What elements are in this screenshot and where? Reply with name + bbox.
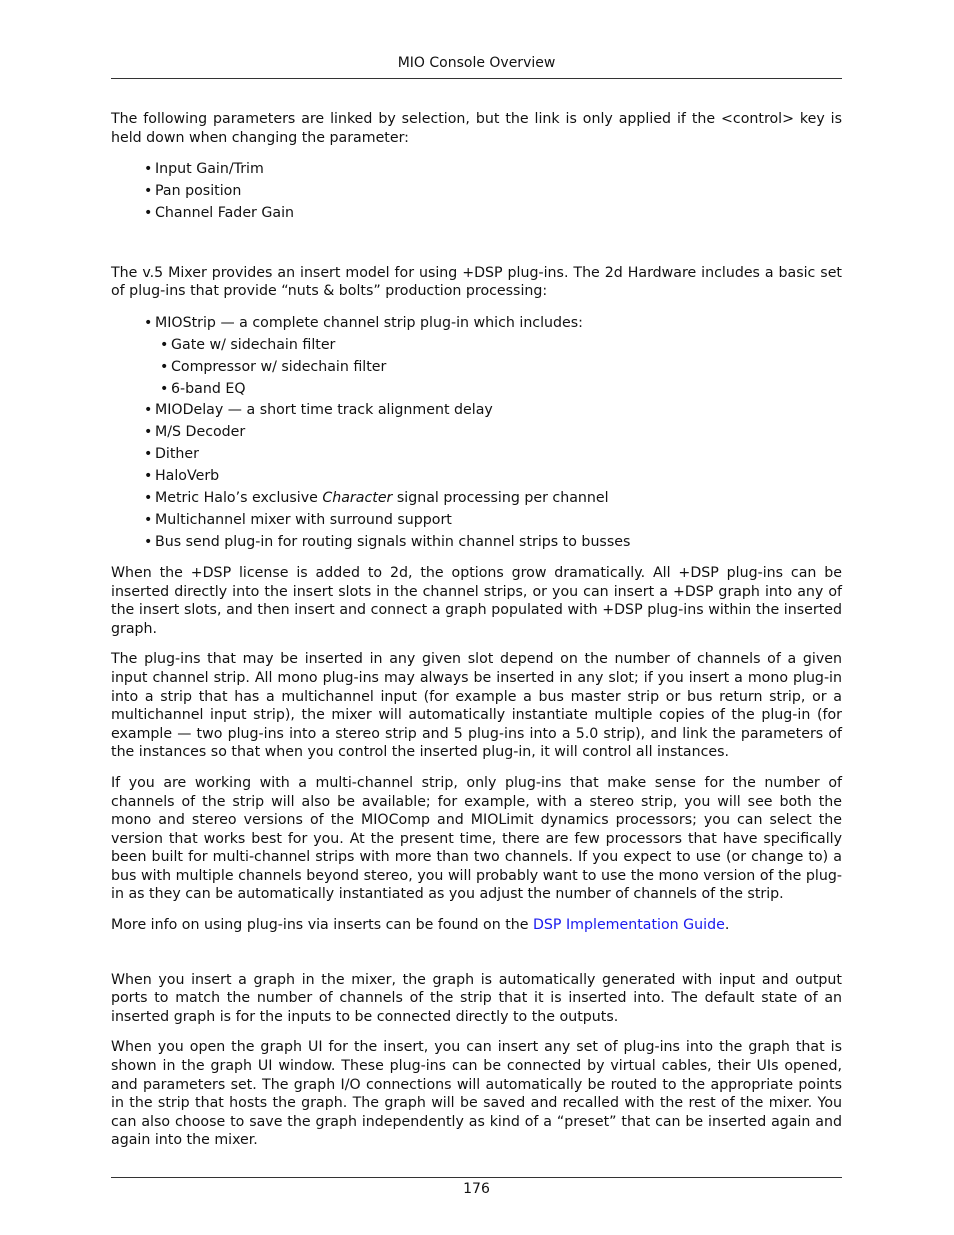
list-item: • 6-band EQ <box>171 380 842 399</box>
multichannel-paragraph: If you are working with a multi-channel strip, only plug-ins that make sense for the number of channels of the strip will also be available; for example, with a stereo strip, you will see both the mono and stereo versions of the MIOComp and MIOLimit dynamics processors; you can select the version that works best for you. At the present time, there are few processors that have specifically been built for multi-channel strips with more than two channels. If you expect to use (or change to) a bus with multiple channels beyond stereo, you will probably want to use the mono version of the plug-in as they can be automatically instantiated as you adjust the number of channels of the strip. <box>111 774 842 903</box>
list-item: • Pan position <box>155 182 842 201</box>
list-item <box>155 489 842 508</box>
list-item: • Channel Fader Gain <box>155 204 842 223</box>
list-item: • Dither <box>155 445 842 464</box>
linked-intro: The following parameters are linked by selection, but the link is only applied if the <control> key is held down when changing the parameter: <box>111 111 842 146</box>
page-number: 176 <box>463 1181 490 1197</box>
miostrip-label: MIOStrip — a complete channel strip plug-in which includes: <box>155 314 583 331</box>
footer-rule <box>111 1177 842 1178</box>
list-item: • Gate w/ sidechain filter <box>171 336 842 355</box>
more-info-text: More info on using plug-ins via inserts can be found on the <box>111 917 533 934</box>
page-header: MIO Console Overview <box>397 55 556 71</box>
page-content <box>111 110 842 1162</box>
plugin-list <box>155 314 842 552</box>
list-item <box>155 314 842 398</box>
more-info-end: . <box>724 917 730 934</box>
section-gap <box>111 947 842 971</box>
miostrip-sublist <box>171 336 842 399</box>
linked-parameter-list <box>155 160 842 223</box>
dsp-license-paragraph: When the +DSP license is added to 2d, the options grow dramatically. All +DSP plug-ins can be inserted directly into the insert slots in the channel strips, or you can insert a +DSP graph into any of the insert slots, and then insert and connect a graph populated with +DSP plug-ins within the inserted graph. <box>111 564 842 637</box>
slot-plugins-paragraph: The plug-ins that may be inserted in any given slot depend on the number of channels of a given input channel strip. All mono plug-ins may always be inserted in any slot; if you insert a mono plug-in into a strip that has a multichannel input (for example a bus master strip or bus return strip, or a multichannel input strip), the mixer will automatically instantiate multiple copies of the plug-in (for example — two plug-ins into a stereo strip and 5 plug-ins into a 5.0 strip), and link the parameters of the instances so that when you control the inserted plug-in, it will control all instances. <box>111 651 842 761</box>
graph-intro-paragraph: When you insert a graph in the mixer, the graph is automatically generated with input and output ports to match the number of channels of the strip that it is inserted into. The default state of an inserted graph is for the inputs to be connected directly to the outputs. <box>111 971 842 1025</box>
list-item: • Multichannel mixer with surround support <box>155 511 842 530</box>
list-item: • Compressor w/ sidechain filter <box>171 358 842 377</box>
list-item: • HaloVerb <box>155 467 842 486</box>
header-rule <box>111 78 842 79</box>
list-item: • Bus send plug-in for routing signals within channel strips to busses <box>155 533 842 552</box>
list-item: • Input Gain/Trim <box>155 160 842 179</box>
list-item: • MIODelay — a short time track alignment delay <box>155 401 842 420</box>
character-text-after: signal processing per channel <box>392 490 609 507</box>
more-info-paragraph <box>111 916 842 935</box>
insert-intro: The v.5 Mixer provides an insert model for using +DSP plug-ins. The 2d Hardware includes a basic set of plug-ins that provide “nuts & bolts” production processing: <box>111 264 842 300</box>
dsp-implementation-guide-link[interactable]: DSP Implementation Guide <box>533 917 725 934</box>
list-item: • M/S Decoder <box>155 423 842 442</box>
graph-ui-paragraph: When you open the graph UI for the insert, you can insert any set of plug-ins into the graph that is shown in the graph UI window. These plug-ins can be connected by virtual cables, their UIs opened, and parameters set. The graph I/O connections will automatically be routed to the appropriate points in the strip that hosts the graph. The graph will be saved and recalled with the rest of the mixer. You can also choose to save the graph independently as kind of a “preset” that can be inserted again and again into the mixer. <box>111 1039 842 1149</box>
character-emphasis: Character <box>322 490 393 507</box>
character-text-before: Metric Halo’s exclusive <box>155 490 323 507</box>
